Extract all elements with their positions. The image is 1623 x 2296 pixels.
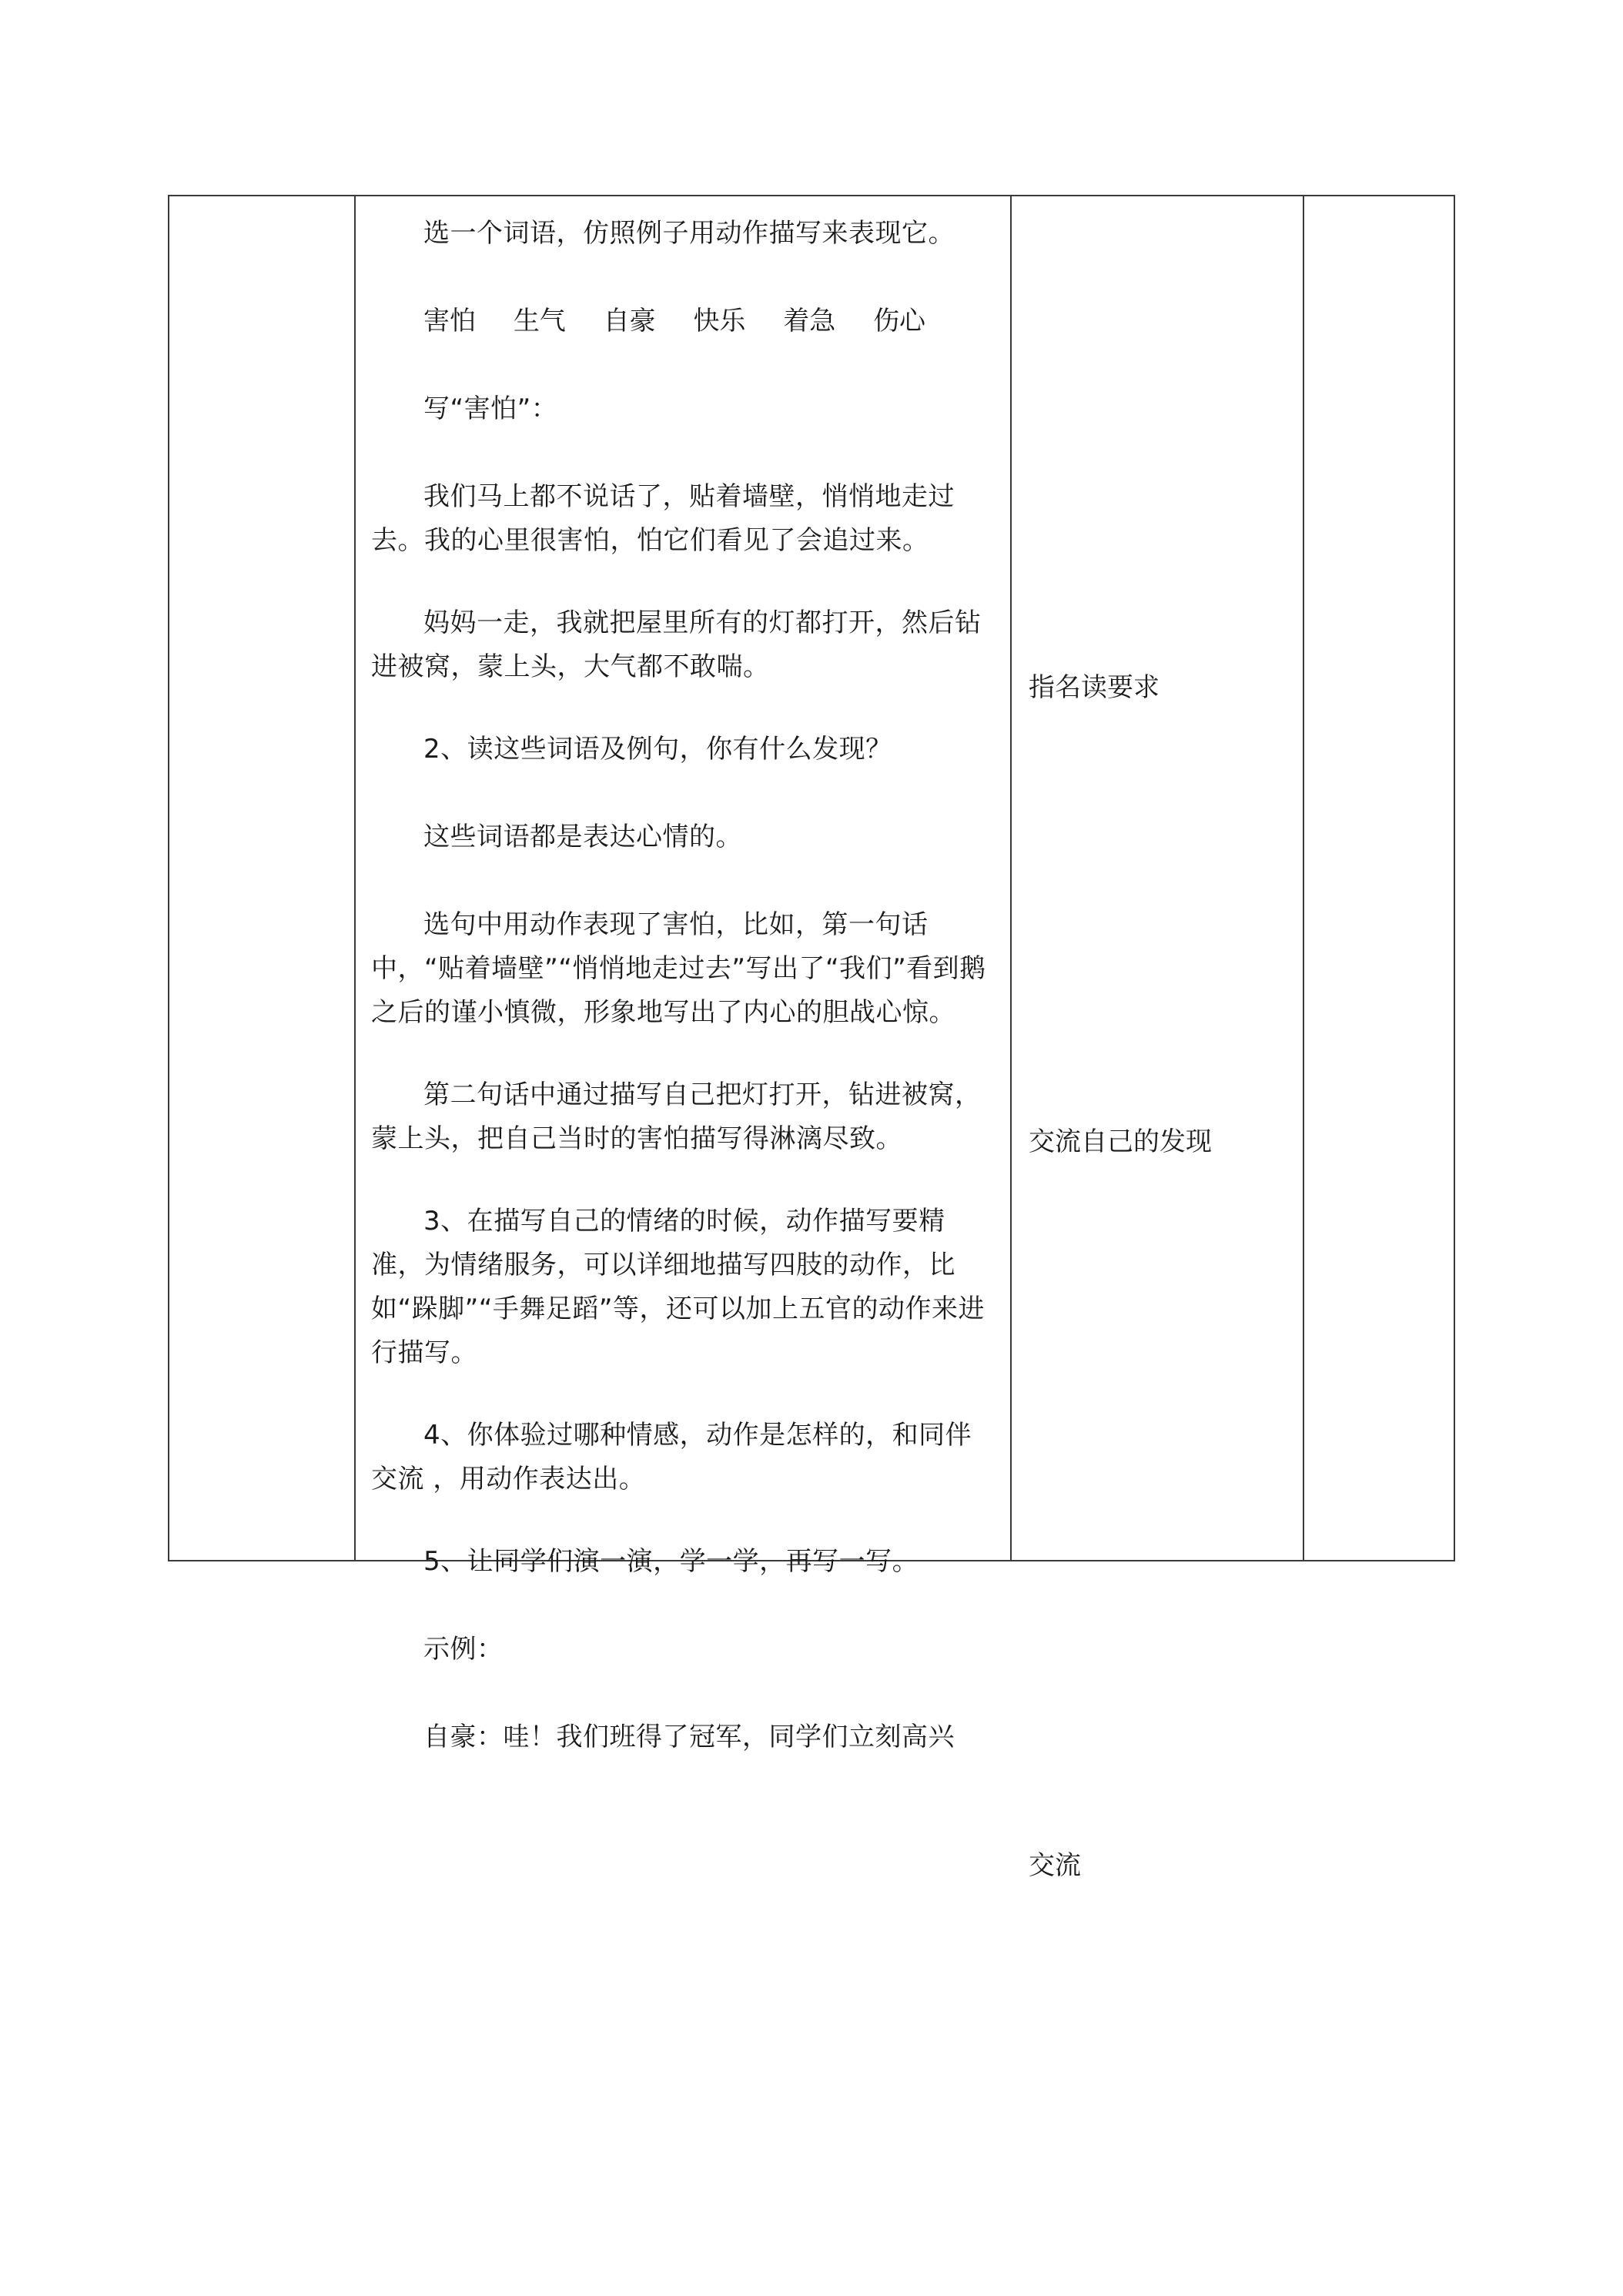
paragraph: 选一个词语，仿照例子用动作描写来表现它。 — [423, 218, 955, 249]
word-item: 伤心 — [873, 306, 926, 336]
word-item: 自豪 — [603, 306, 656, 336]
teaching-content-cell — [356, 196, 1010, 1752]
paragraph: 5、让同学们演一演，学一学，再写一写。 — [423, 1546, 919, 1577]
activity-note: 交流自己的发现 — [1029, 1126, 1212, 1157]
paragraph: 妈妈一走，我就把屋里所有的灯都打开，然后钻进被窝，蒙上头，大气都不敢喘。 — [371, 607, 982, 682]
paragraph: 选句中用动作表现了害怕，比如，第一句话中，“贴着墙壁”“悄悄地走过去”写出了“我们”看到鹅之后的谨小慎微，形象地写出了内心的胆战心惊。 — [371, 909, 986, 1028]
word-item: 着急 — [783, 306, 836, 336]
word-item: 快乐 — [693, 306, 746, 336]
remarks-cell — [1304, 196, 1454, 1560]
word-list — [371, 300, 996, 343]
word-item: 害怕 — [423, 306, 476, 336]
student-activity-cell — [1012, 196, 1303, 1881]
paragraph: 4、你体验过哪种情感，动作是怎样的，和同伴交流 ，用动作表达出。 — [371, 1420, 972, 1494]
paragraph: 示例： — [423, 1634, 504, 1665]
paragraph: 这些词语都是表达心情的。 — [423, 822, 742, 852]
paragraph: 第二句话中通过描写自己把灯打开，钻进被窝，蒙上头，把自己当时的害怕描写得淋漓尽致。 — [371, 1079, 982, 1154]
paragraph: 我们马上都不说话了，贴着墙壁，悄悄地走过去。我的心里很害怕，怕它们看见了会追过来。 — [371, 481, 955, 556]
paragraph: 自豪：哇！我们班得了冠军，同学们立刻高兴 — [423, 1722, 955, 1752]
paragraph: 2、读这些词语及例句，你有什么发现？ — [423, 734, 892, 765]
stage-cell — [169, 196, 354, 1560]
activity-note: 交流 — [1029, 1850, 1081, 1881]
activity-note: 指名读要求 — [1029, 672, 1160, 703]
lesson-plan-table — [168, 195, 1455, 1881]
paragraph: 写“害怕”： — [423, 393, 558, 424]
paragraph: 3、在描写自己的情绪的时候，动作描写要精准，为情绪服务，可以详细地描写四肢的动作，比如“跺脚”“手舞足蹈”等，还可以加上五官的动作来进行描写。 — [371, 1206, 985, 1368]
word-item: 生气 — [513, 306, 566, 336]
